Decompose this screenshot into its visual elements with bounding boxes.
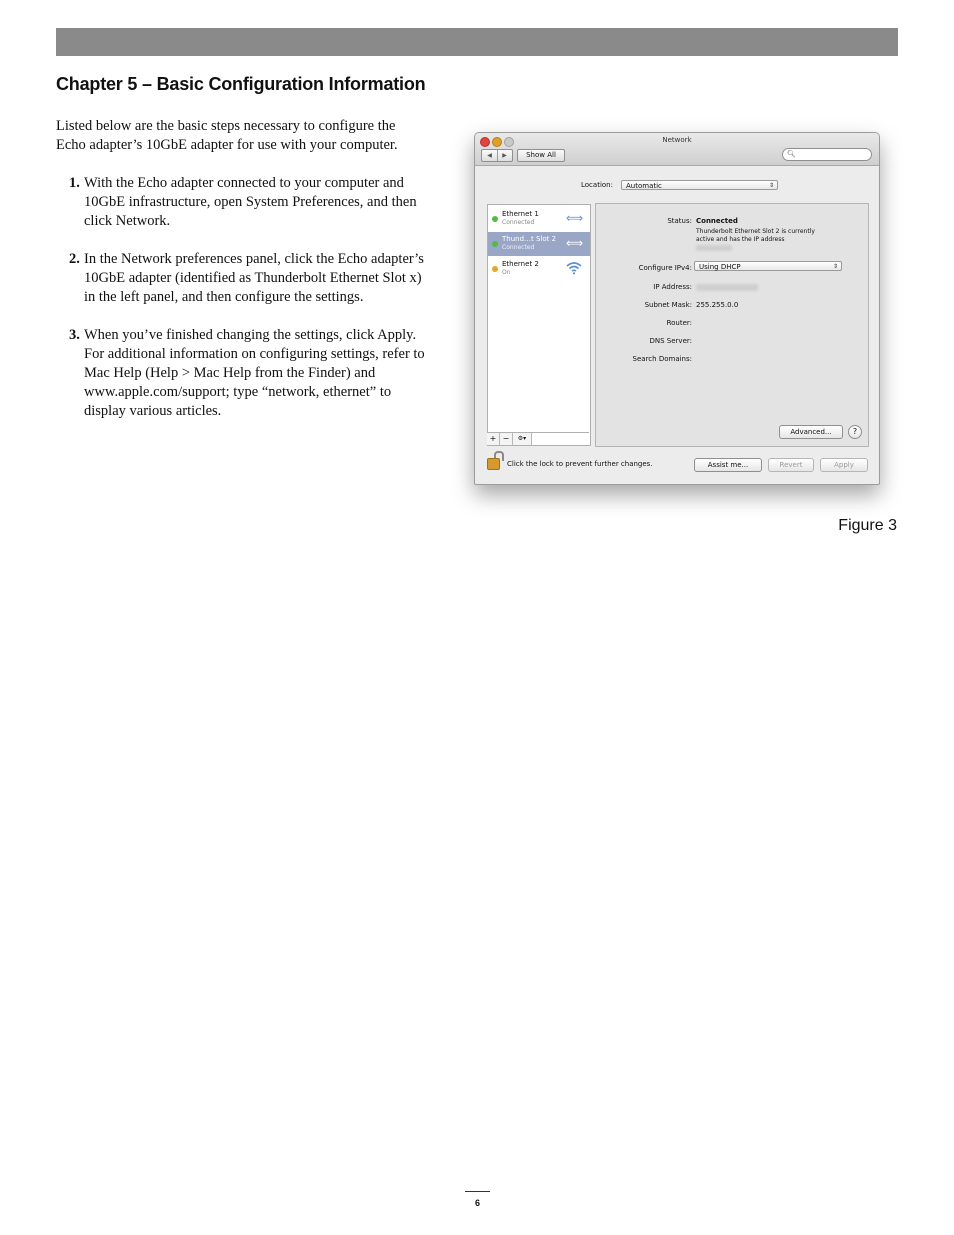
service-status: On (502, 269, 511, 276)
figure-caption: Figure 3 (838, 517, 897, 534)
service-item-ethernet-1[interactable] (488, 207, 590, 231)
step-number: 1. (69, 175, 80, 191)
ethernet-arrows-icon: ⟺ (566, 211, 584, 225)
status-dot-icon (492, 266, 498, 272)
revert-button[interactable]: Revert (768, 458, 814, 472)
window-title: Network (662, 136, 692, 144)
service-status: Connected (502, 244, 535, 251)
apply-button[interactable]: Apply (820, 458, 868, 472)
show-all-button[interactable]: Show All (517, 149, 565, 162)
step-text: In the Network preferences panel, click the Echo adapter’s 10GbE adapter (identified as Thunderbolt Ethernet Slot x) in the left panel, and then configure the settings. (84, 251, 424, 305)
search-icon: 🔍︎ (787, 150, 796, 158)
search-domains-label: Search Domains: (632, 355, 692, 363)
assist-me-button[interactable]: Assist me... (694, 458, 762, 472)
service-name: Thund…t Slot 2 (502, 235, 557, 243)
header-bar (56, 28, 898, 56)
intro-paragraph: Listed below are the basic steps necessary to configure the Echo adapter’s 10GbE adapter for use with your computer. (56, 118, 398, 153)
updown-arrow-icon: ⇕ (832, 263, 838, 270)
dns-server-label: DNS Server: (649, 337, 692, 345)
instructions (56, 117, 426, 440)
status-value: Connected (696, 217, 738, 225)
status-description-line1: Thunderbolt Ethernet Slot 2 is currently (696, 228, 815, 235)
page-number: 6 (474, 1198, 480, 1208)
step-number: 2. (69, 251, 80, 267)
steps-list (56, 174, 426, 421)
gear-icon[interactable]: ⚙▾ (513, 433, 532, 445)
add-service-button[interactable]: + (487, 433, 500, 445)
nav-buttons (481, 149, 513, 162)
lock-icon[interactable] (487, 451, 503, 469)
search-input[interactable] (782, 148, 872, 161)
help-button[interactable]: ? (848, 425, 862, 439)
status-label: Status: (667, 217, 692, 225)
ethernet-arrows-icon: ⟺ (566, 236, 584, 250)
status-dot-icon (492, 216, 498, 222)
service-item-thunderbolt-slot-2[interactable] (488, 232, 590, 256)
service-list (487, 204, 591, 446)
blurred-ip-address (696, 284, 758, 291)
subnet-mask-label: Subnet Mask: (644, 301, 692, 309)
forward-arrow-icon[interactable]: ▶ (502, 152, 507, 159)
window-titlebar (475, 133, 879, 166)
status-description-line2: active and has the IP address (696, 236, 785, 243)
step-item (56, 174, 426, 231)
step-item (56, 250, 426, 307)
service-status: Connected (502, 219, 535, 226)
configure-ipv4-value: Using DHCP (699, 263, 741, 271)
step-item (56, 326, 426, 421)
status-dot-icon (492, 241, 498, 247)
step-text: With the Echo adapter connected to your computer and 10GbE infrastructure, open System Preferences, and then click Network. (84, 175, 417, 229)
location-select[interactable] (621, 180, 778, 190)
location-value: Automatic (626, 182, 662, 190)
wifi-icon (566, 261, 582, 278)
service-name: Ethernet 2 (502, 260, 539, 268)
network-preferences-window (474, 132, 880, 485)
service-item-ethernet-2[interactable] (488, 257, 590, 281)
remove-service-button[interactable]: − (500, 433, 513, 445)
service-list-toolbar (487, 432, 589, 445)
step-text: When you’ve finished changing the settings, click Apply. For additional information on configuring settings, refer to Mac Help (Help > Mac Help from the Finder) and www.apple.com/support; type “network, ethernet” to display various articles. (84, 327, 425, 419)
configure-ipv4-label: Configure IPv4: (638, 264, 692, 272)
chapter-title: Chapter 5 – Basic Configuration Information (56, 74, 426, 94)
updown-arrow-icon: ⇕ (768, 182, 774, 189)
service-name: Ethernet 1 (502, 210, 539, 218)
ip-address-label: IP Address: (653, 283, 692, 291)
service-detail-panel (595, 203, 869, 447)
advanced-button[interactable]: Advanced... (779, 425, 843, 439)
footer-rule (465, 1191, 490, 1192)
location-label: Location: (581, 181, 613, 189)
subnet-mask-value: 255.255.0.0 (696, 301, 739, 309)
blurred-ip (696, 245, 732, 251)
router-label: Router: (666, 319, 692, 327)
back-arrow-icon[interactable]: ◀ (482, 150, 498, 161)
configure-ipv4-select[interactable] (694, 261, 842, 271)
step-number: 3. (69, 327, 80, 343)
lock-message: Click the lock to prevent further changes. (507, 460, 653, 468)
